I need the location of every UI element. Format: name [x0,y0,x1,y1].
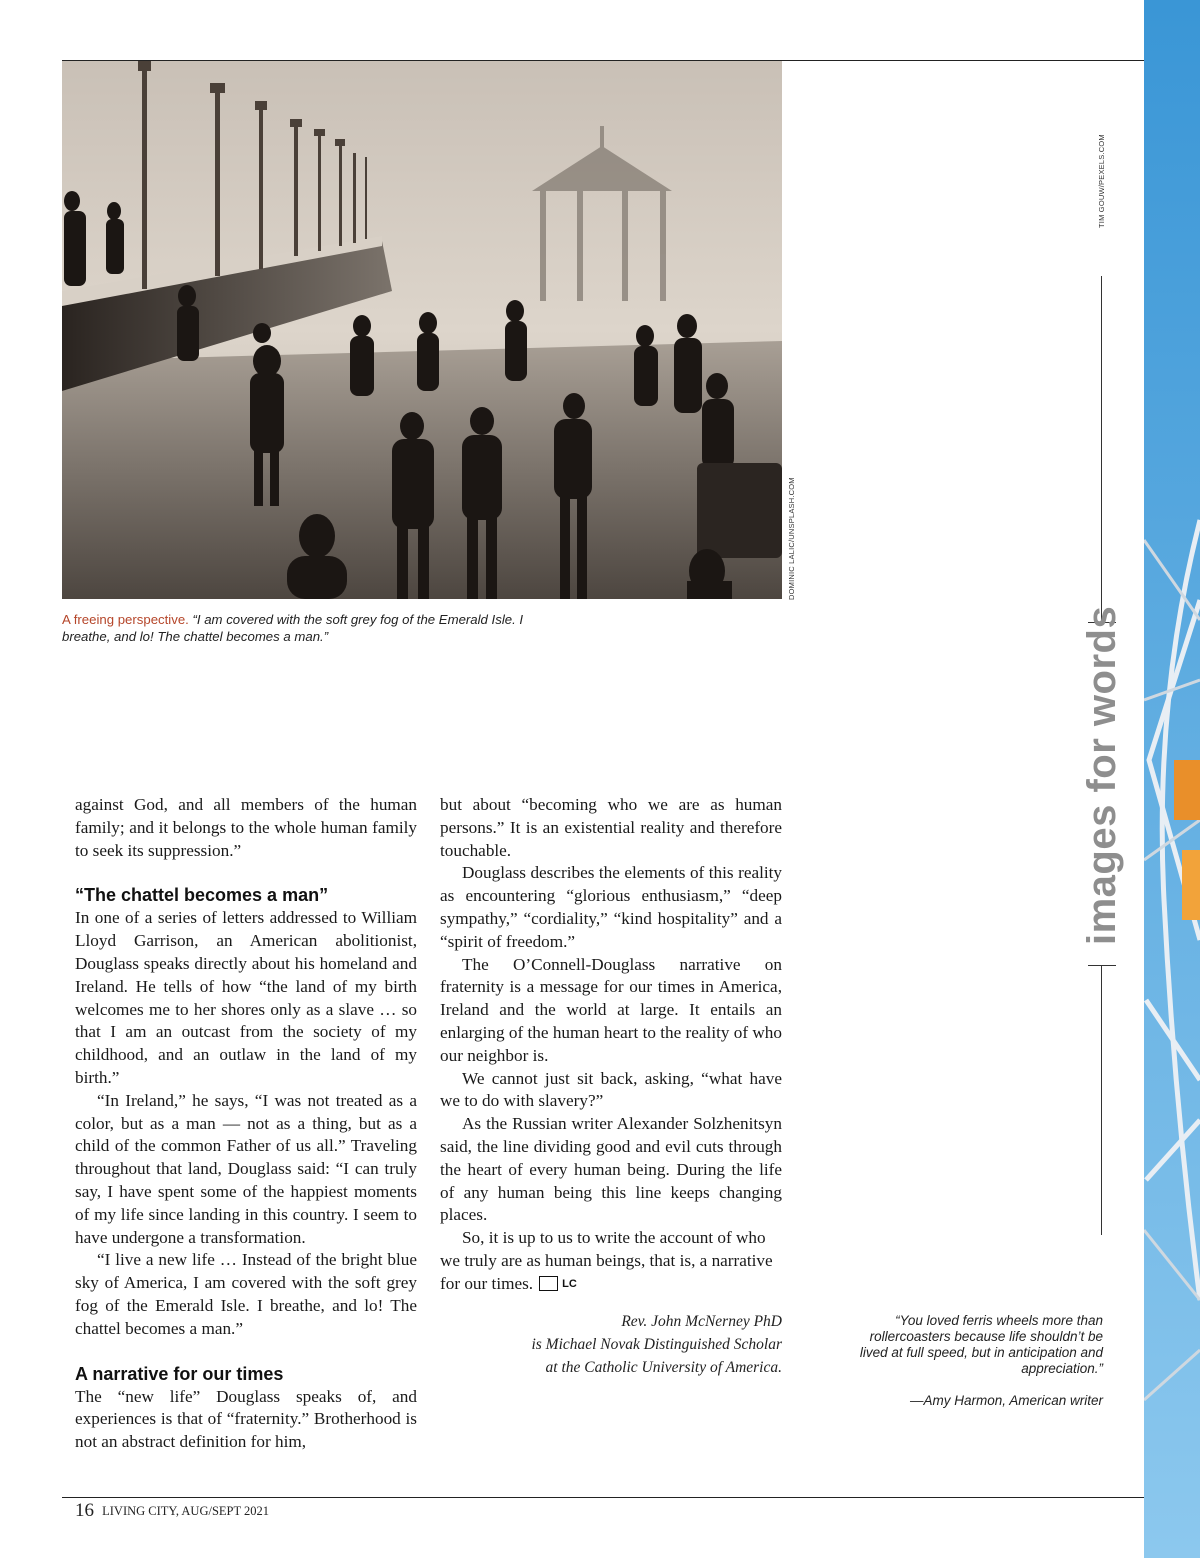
photo-credit [786,478,798,600]
paragraph: The “new life” Douglass speaks of, and experiences is that of “fraternity.” Brotherhood is not an abstract definition for him, [75,1386,417,1452]
article-column-right [440,794,782,1296]
side-credit-text: TIM GOUW/PEXELS.COM [1097,134,1106,228]
sidebar-rule-cap [1088,965,1116,966]
paragraph: against God, and all members of the human family; and it belongs to the whole human family to seek its suppression.” [75,795,417,860]
paragraph: As the Russian writer Alexander Solzhenitsyn said, the line dividing good and evil cuts through the heart of every human being. During the life of any human being this line keeps changing places. [440,1114,782,1225]
sidebar-rule [1101,965,1102,1235]
pull-quote [848,1313,1103,1409]
paragraph: but about “becoming who we are as human persons.” It is an existential reality and therefore touchable. [440,795,782,860]
paragraph: In one of a series of letters addressed to William Lloyd Garrison, an American abolitionist, Douglass speaks directly about his homeland and Ireland. He tells of how “the land of my birth welcomes me to her shores only as a slave … so that I am an outcast from the society of my childhood, and an outlaw in the land of my birth.” [75,908,417,1087]
article-column-left [75,794,417,1454]
page-number: 16 [75,1500,94,1521]
bottom-rule [62,1497,1144,1498]
section-title: images for words [1080,605,1124,945]
page-footer [75,1500,269,1522]
paragraph: Douglass describes the elements of this reality as encountering “glorious enthusiasm,” “deep sympathy,” “cordiality,” “kind hospitality” and a “spirit of freedom.” [440,863,782,951]
caption-lead: A freeing perspective. [62,612,189,627]
paragraph: “In Ireland,” he says, “I was not treated as a color, but as a man — not as a thing, but as a child of the common Father of us all.” Traveling throughout that land, Douglass said: “I can truly say, I have spent some of the happiest moments of my life since landing in this country. I seem to have undergone a transformation. [75,1090,417,1247]
paragraph: We cannot just sit back, asking, “what have we to do with slavery?” [440,1068,782,1111]
author-bio [440,1310,782,1379]
quote-text: “You loved ferris wheels more than rollercoasters because life shouldn’t be lived at full speed, but in anticipation and appreciation.” [859,1313,1103,1376]
subheading-narrative: A narrative for our times [75,1363,284,1384]
photo-credit-text: DOMINIC LALIC/UNSPLASH.COM [787,477,796,600]
paragraph: The O’Connell-Douglass narrative on fraternity is a message for our times in America, Ireland and the world at large. It entails an enlarging of the human heart to the reality of who our neighbor is. [440,954,782,1065]
side-photo-credit [1097,120,1109,230]
photo-caption [62,611,532,645]
quote-attribution: —Amy Harmon, American writer [909,1393,1103,1408]
caption-quote: “I am covered with the soft grey fog of the Emerald Isle. I breathe, and lo! The chattel becomes a man.” [62,612,524,644]
author-line: Rev. John McNerney PhD [621,1313,782,1330]
sidebar-rule [1101,276,1102,622]
final-text: So, it is up to us to write the account of who we truly are as human beings, that is, a narrative for our times. [440,1228,773,1293]
subheading-chattel: “The chattel becomes a man” [75,885,329,906]
publication-name: LIVING CITY, AUG/SEPT 2021 [102,1504,270,1518]
paragraph: “I live a new life … Instead of the bright blue sky of America, I am covered with the soft grey fog of the Emerald Isle. I breathe, and lo! The chattel becomes a man.” [75,1250,417,1338]
end-mark-icon: LC [539,1276,558,1291]
boardwalk-fog-photo [62,61,782,599]
author-line: is Michael Novak Distinguished Scholar [531,1336,782,1353]
author-line: at the Catholic University of America. [545,1359,782,1376]
paragraph-final [440,1227,782,1295]
ferris-wheel-photo [1144,0,1200,1558]
